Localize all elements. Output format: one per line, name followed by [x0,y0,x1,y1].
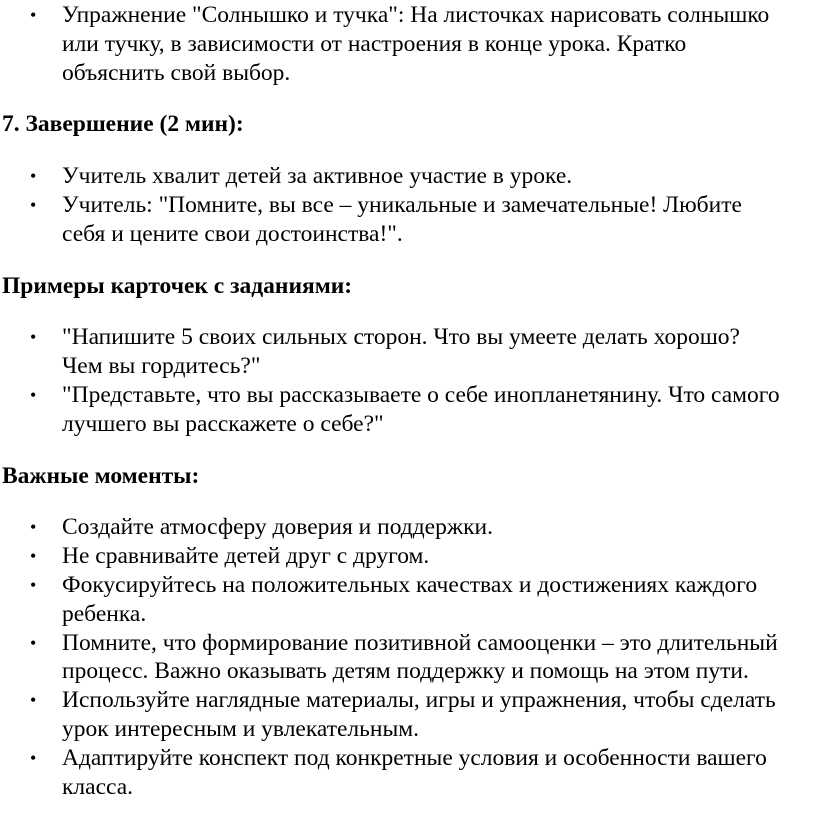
list-item-text: Чем вы гордитесь?" [62,353,261,380]
document [0,1,816,801]
list-item-text: себя и цените свои достоинства!". [62,220,403,247]
list-item-text: процесс. Важно оказывать детям поддержку и помощь на этом пути. [62,658,749,685]
list-item-text: Помните, что формирование позитивной самооценки – это длительный [62,629,778,656]
bullet-icon: • [30,327,37,348]
bullet-icon: • [30,5,37,25]
list-item-text: Адаптируйте конспект под конкретные условия и особенности вашего [62,744,767,771]
list-item-text: Учитель: "Помните, вы все – уникальные и замечательные! Любите [62,191,742,218]
bullet-icon: • [30,194,37,215]
list-item [0,1,816,87]
spacer [0,249,816,272]
bullet-icon: • [30,546,37,567]
bullet-icon: • [30,517,37,538]
list-item [0,571,816,629]
list-item-text: Не сравнивайте детей друг с другом. [62,543,430,570]
list-item [0,381,816,439]
spacer [0,490,816,513]
list-item [0,323,816,381]
bullet-list [0,323,816,438]
bullet-list [0,162,816,248]
spacer [0,439,816,462]
spacer [0,139,816,162]
list-item [0,191,816,249]
list-item-text: объяснить свой выбор. [62,59,291,86]
bullet-icon: • [30,166,37,187]
list-item-text: класса. [62,773,134,800]
list-item [0,542,816,571]
bullet-icon: • [30,690,37,711]
list-item-text: лучшего вы расскажете о себе?" [62,410,384,437]
spacer [0,300,816,323]
list-item [0,686,816,744]
list-item [0,629,816,687]
spacer [0,87,816,110]
bullet-list [0,513,816,801]
list-item-text: "Представьте, что вы рассказываете о себе инопланетянину. Что самого [62,381,780,408]
list-item-text: Фокусируйтесь на положительных качествах и достижениях каждого [62,571,758,598]
bullet-icon: • [30,747,37,768]
bullet-icon: • [30,574,37,595]
list-item [0,162,816,191]
list-item-text: урок интересным и увлекательным. [62,715,419,742]
section-heading: Важные моменты: [2,462,200,489]
section-heading: 7. Завершение (2 мин): [2,111,244,138]
list-item-text: Учитель хвалит детей за активное участие в уроке. [62,163,573,190]
bullet-icon: • [30,632,37,653]
section-heading: Примеры карточек с заданиями: [2,272,353,299]
list-item-text: или тучку, в зависимости от настроения в конце урока. Кратко [62,30,687,57]
list-item [0,744,816,802]
list-item-text: Используйте наглядные материалы, игры и упражнения, чтобы сделать [62,687,776,714]
bullet-list [0,1,816,87]
list-item-text: "Напишите 5 своих сильных сторон. Что вы умеете делать хорошо? [62,324,740,351]
list-item-text: Создайте атмосферу доверия и поддержки. [62,514,493,541]
list-item-text: Упражнение "Солнышко и тучка": На листочках нарисовать солнышко [62,2,770,28]
list-item-text: ребенка. [62,600,147,627]
list-item [0,513,816,542]
bullet-icon: • [30,384,37,405]
